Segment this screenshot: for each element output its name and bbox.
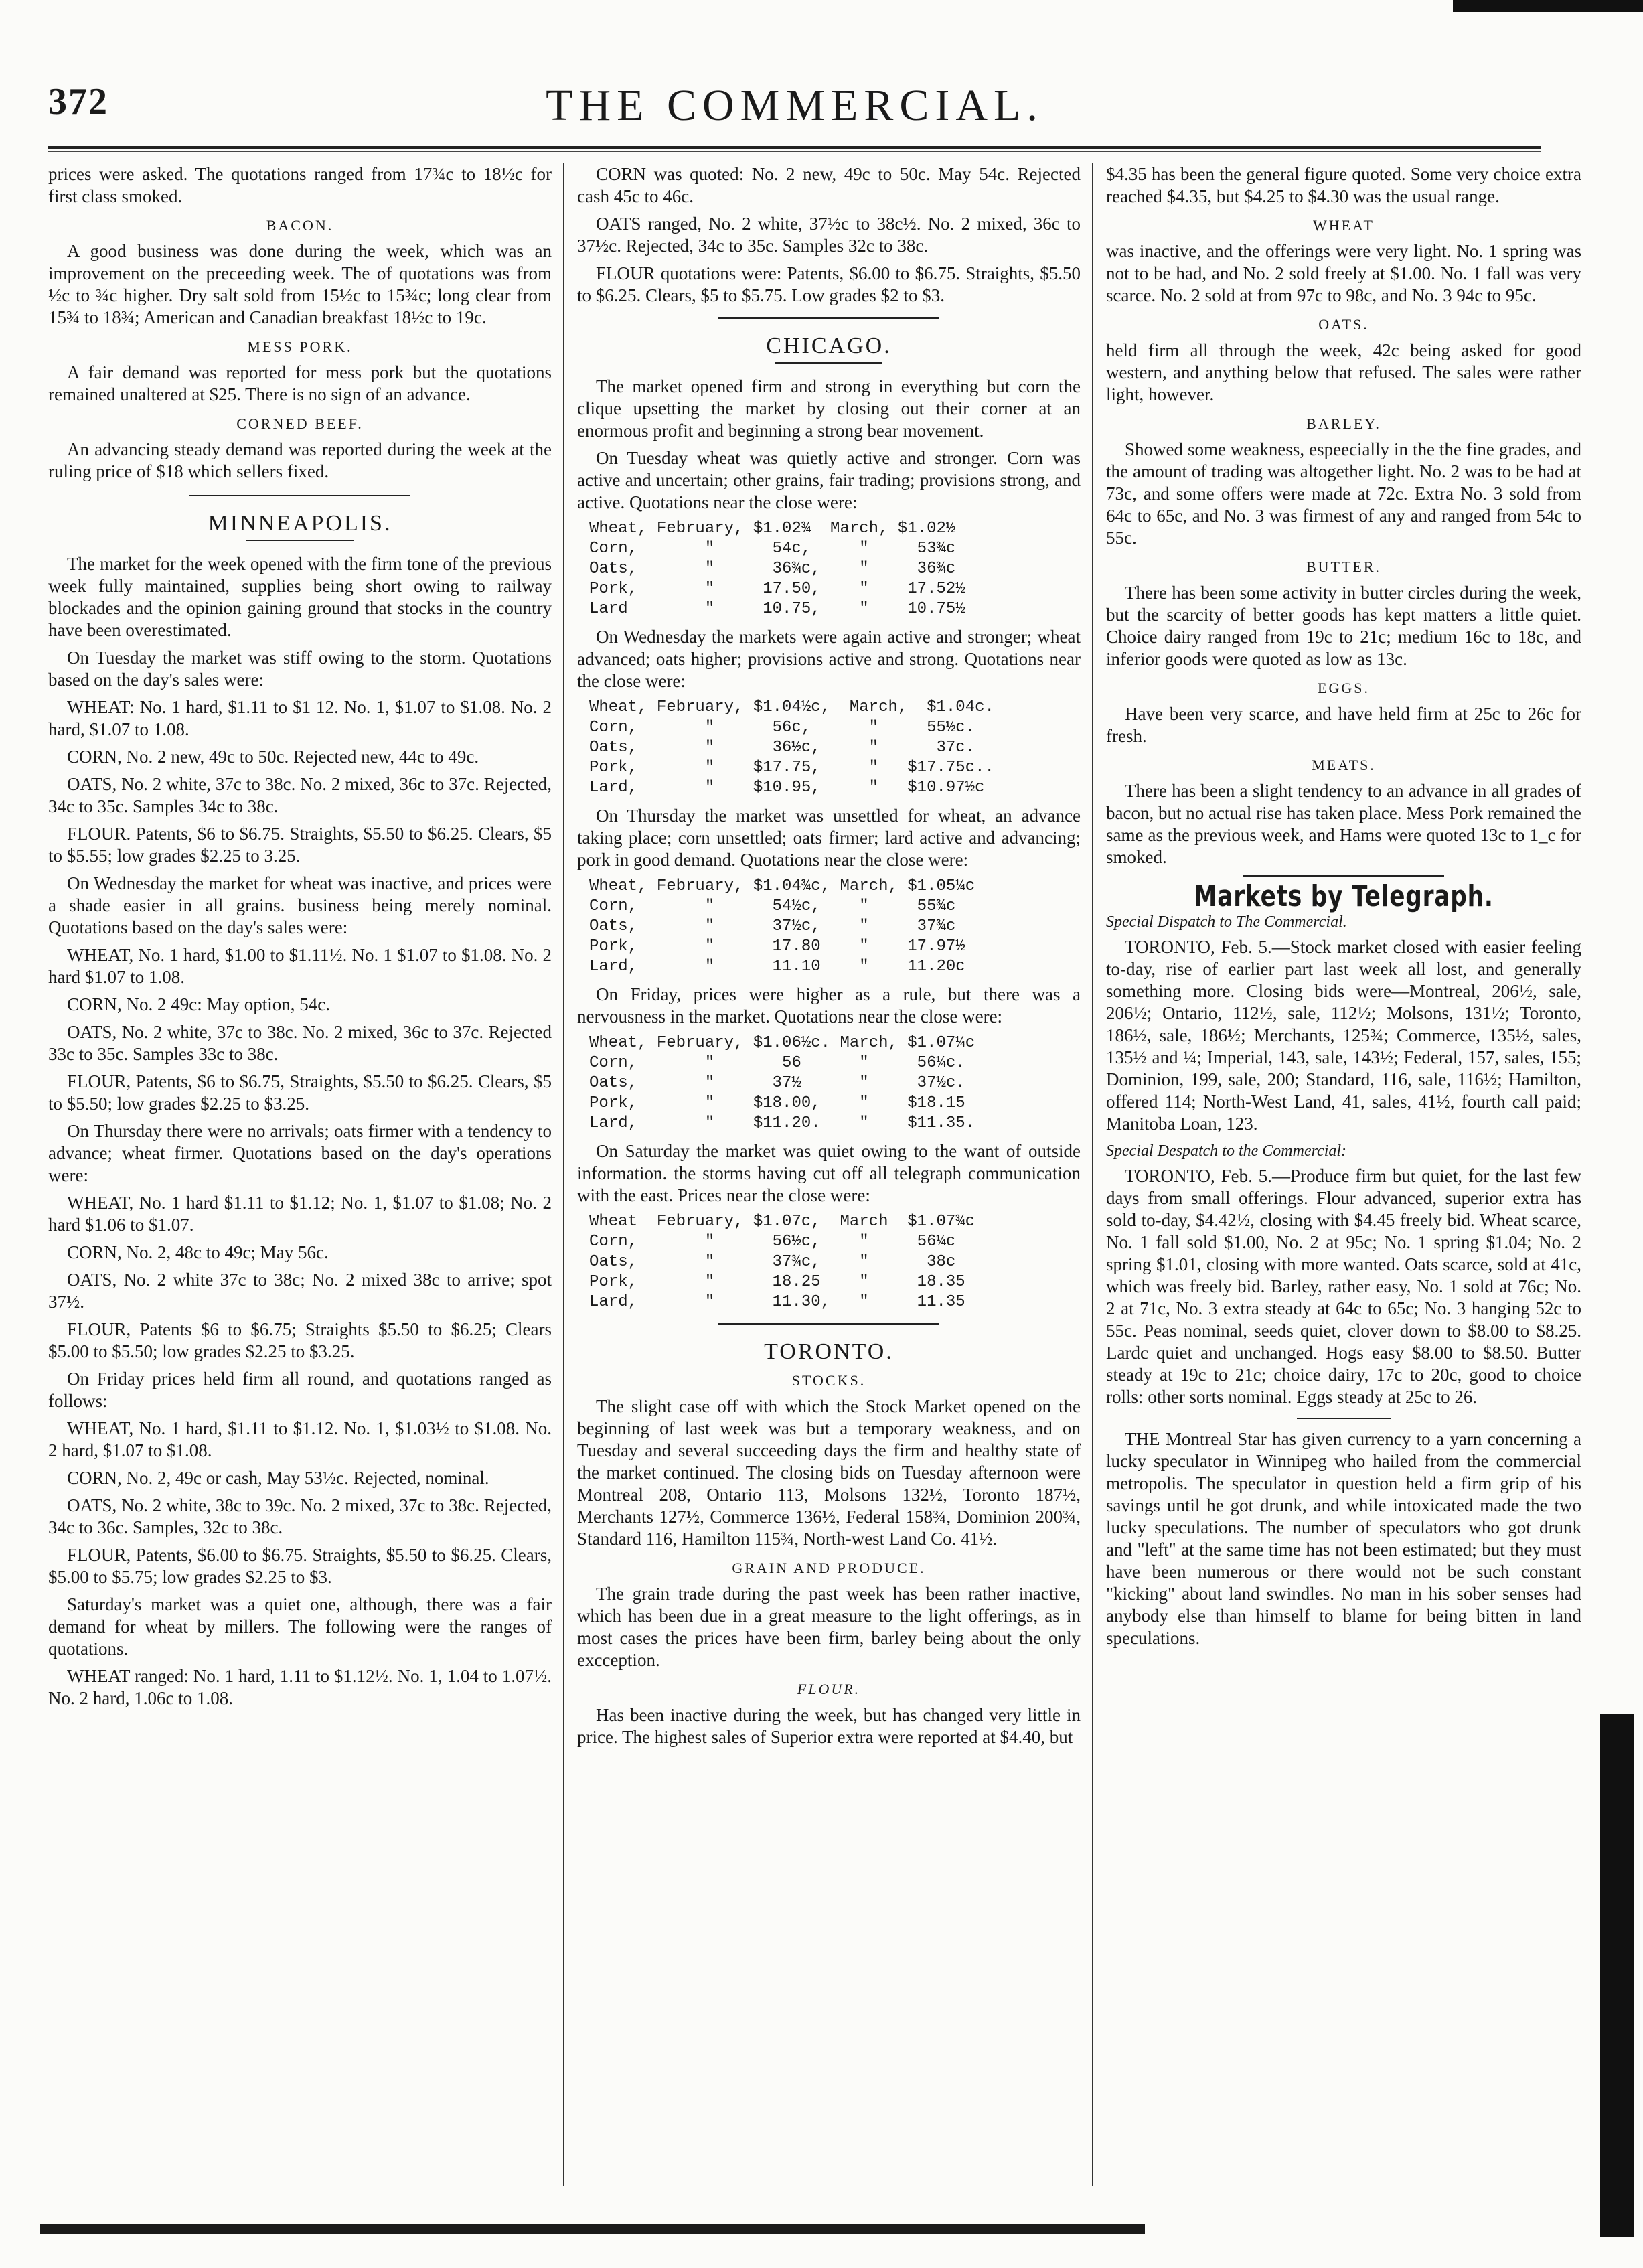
paragraph: prices were asked. The quotations ranged from 17¾c to 18½c for first class smoked.: [48, 164, 552, 206]
paragraph: THE Montreal Star has given currency to a yarn concerning a lucky speculator in Winnipeg who hailed from the commercial metropolis. The speculator in question held a firm grip of his savings until he got drunk, and while intoxicated made the two lucky speculations. The number of speculators who got drunk and "left" at the same time has not been estimated; but they must have been numerous or there would not be such constant "kicking" about land swindles. No man in his sober senses had anybody else than himself to blame for being bitten in land speculations.: [1106, 1429, 1581, 1648]
column-divider: [563, 163, 564, 2186]
paragraph: FLOUR quotations were: Patents, $6.00 to $6.75. Straights, $5.50 to $6.25. Clears, $5 to $5.75. Low grades $2 to $3.: [577, 263, 1081, 305]
section-rule: [189, 495, 410, 496]
paragraph: CORN, No. 2, 48c to 49c; May 56c.: [67, 1242, 329, 1262]
paragraph: On Wednesday the market for wheat was inactive, and prices were a shade easier in all grains. business being merely nominal. Quotations based on the day's sales were:: [48, 873, 552, 937]
section-subhead: OATS.: [1318, 316, 1369, 333]
paragraph: An advancing steady demand was reported during the week at the ruling price of $18 which sellers fixed.: [48, 439, 552, 481]
paragraph: was inactive, and the offerings were very light. No. 1 spring was not to be had, and No. 2 sold freely at $1.00. No. 1 fall was very scarce. No. 2 sold at from 97c to 98c, and No. 3 94c to 95c.: [1106, 241, 1581, 305]
paragraph: Have been very scarce, and have held firm at 25c to 26c for fresh.: [1106, 704, 1581, 746]
edge-bar: [1600, 1714, 1634, 2237]
paragraph: On Friday, prices were higher as a rule, but there was a nervousness in the market. Quotations near the close were:: [577, 984, 1081, 1027]
section-heading: TORONTO.: [764, 1339, 894, 1364]
paragraph: WHEAT, No. 1 hard $1.11 to $1.12; No. 1, $1.07 to $1.08; No. 2 hard $1.06 to $1.07.: [48, 1193, 552, 1235]
paragraph: TORONTO, Feb. 5.—Produce firm but quiet, for the last few days from small offerings. Flour advanced, superior extra has sold to-day, $4.42½, closing with $4.45 freely bid. Wheat scarce, No. 1 fall sold $1.00, No. 2 at 95c; No. 1 spring $1.04; No. 2 spring $1.01, closing with more wanted. Oats scarce, sold at 41c, which was freely bid. Barley, rather easy, No. 1 sold at 76c; No. 2 at 71c, No. 3 extra steady at 64c to 65c; No. 3 hanging 52c to 55c. Peas nominal, seeds quiet, clover down to $8.00 to $8.25. Lardc quiet and unchanged. Hogs easy $8.00 to $8.50. Butter steady at 19c to 21c; choice dairy, 17c to 20c, good to choice rolls: other sorts nominal. Eggs steady at 25c to 26.: [1106, 1166, 1581, 1407]
paragraph: WHEAT: No. 1 hard, $1.11 to $1 12. No. 1, $1.07 to $1.08. No. 2 hard, $1.07 to 1.08.: [48, 697, 552, 739]
column-1: [48, 163, 552, 2186]
paragraph: held firm all through the week, 42c being asked for good western, and anything below that refused. The sales were rather light, however.: [1106, 340, 1581, 404]
paragraph: Showed some weakness, espeecially in the the fine grades, and the amount of trading was altogether light. No. 2 was to be had at 73c, and some offers were made at 72c. Extra No. 3 sold from 64c to 65c, and No. 3 was firmest of any and ranged from 54c to 55c.: [1106, 439, 1581, 548]
column-3: [1106, 163, 1581, 2186]
paragraph: FLOUR. Patents, $6 to $6.75. Straights, $5.50 to $6.25. Clears, $5 to $5.55; low grades $2.25 to 3.25.: [48, 824, 552, 866]
paragraph: The grain trade during the past week has been rather inactive, which has been due in a great measure to the light offerings, as in most cases the prices have been firm, barley being about the only excception.: [577, 1584, 1081, 1670]
paragraph: OATS, No. 2 white, 38c to 39c. No. 2 mixed, 37c to 38c. Rejected, 34c to 36c. Samples, 32c to 38c.: [48, 1495, 552, 1537]
section-rule: [718, 317, 939, 319]
dispatch-line: Special Dispatch to The Commercial.: [1106, 913, 1347, 931]
masthead-title: THE COMMERCIAL.: [546, 81, 1044, 130]
paragraph: There has been some activity in butter circles during the week, but the scarcity of better goods has kept matters a little quiet. Choice dairy ranged from 19c to 21c; medium 16c to 18c, and inferior goods were quoted as low as 13c.: [1106, 583, 1581, 669]
section-subhead: STOCKS.: [791, 1372, 866, 1389]
section-subhead: CORNED BEEF.: [236, 415, 364, 432]
paragraph: OATS ranged, No. 2 white, 37½c to 38c½. No. 2 mixed, 36c to 37½c. Rejected, 34c to 35c. Samples 32c to 38c.: [577, 214, 1081, 256]
section-subhead: GRAIN AND PRODUCE.: [732, 1560, 926, 1576]
paragraph: CORN, No. 2, 49c or cash, May 53½c. Rejected, nominal.: [67, 1468, 489, 1488]
section-subhead: BUTTER.: [1306, 558, 1382, 575]
paragraph: The market opened firm and strong in everything but corn the clique upsetting the market by closing out their corner at an enormous profit and beginning a strong bear movement.: [577, 376, 1081, 441]
paragraph: On Thursday there were no arrivals; oats firmer with a tendency to advance; wheat firmer. Quotations based on the day's operations were:: [48, 1121, 552, 1185]
quotation-table: Wheat, February, $1.04½c, March, $1.04c. Corn, " 56c, " 55½c. Oats, " 36½c, " 37c. Pork, " $17.75, " $17.75c.. Lard, " $10.95, " $10.97½c: [589, 698, 994, 797]
quotation-table: Wheat, February, $1.02¾ March, $1.02½ Corn, " 54c, " 53¾c Oats, " 36¾c, " 36¾c Pork, " 17.50, " 17.52½ Lard " 10.75, " 10.75½: [589, 520, 965, 618]
section-subhead: BACON.: [266, 217, 334, 234]
section-rule: [718, 1323, 939, 1325]
paragraph: On Tuesday the market was stiff owing to the storm. Quotations based on the day's sales were:: [48, 648, 552, 690]
paragraph: CORN, No. 2 49c: May option, 54c.: [67, 994, 330, 1014]
section-subhead: EGGS.: [1318, 680, 1370, 696]
paragraph: FLOUR, Patents, $6.00 to $6.75. Straights, $5.50 to $6.25. Clears, $5.00 to $5.75; low grades $2.25 to $3.: [48, 1545, 552, 1587]
paragraph: CORN, No. 2 new, 49c to 50c. Rejected new, 44c to 49c.: [67, 747, 479, 767]
paragraph: A fair demand was reported for mess pork but the quotations remained unaltered at $25. There is no sign of an advance.: [48, 362, 552, 404]
paragraph: OATS, No. 2 white, 37c to 38c. No. 2 mixed, 36c to 37c. Rejected 33c to 35c. Samples 33c to 38c.: [48, 1022, 552, 1064]
section-subhead: MESS PORK.: [247, 338, 353, 355]
paragraph: The market for the week opened with the firm tone of the previous week fully maintained, supplies being short owing to railway blockades and the opinion gaining ground that stocks in the country have been overestimated.: [48, 554, 552, 640]
paragraph: On Tuesday wheat was quietly active and stronger. Corn was active and uncertain; other grains, fair trading; provisions strong, and active. Quotations near the close were:: [577, 448, 1081, 512]
paragraph: On Saturday the market was quiet owing to the want of outside information. the storms having cut off all telegraph communication with the east. Prices near the close were:: [577, 1141, 1081, 1205]
paragraph: WHEAT, No. 1 hard, $1.11 to $1.12. No. 1, $1.03½ to $1.08. No. 2 hard, $1.07 to $1.08.: [48, 1418, 552, 1460]
bottom-edge-bar: [40, 2224, 1145, 2234]
paragraph: OATS, No. 2 white, 37c to 38c. No. 2 mixed, 36c to 37c. Rejected, 34c to 35c. Samples 34c to 38c.: [48, 774, 552, 816]
paragraph: Saturday's market was a quiet one, although, there was a fair demand for wheat by millers. The following were the ranges of quotations.: [48, 1594, 552, 1659]
paragraph: CORN was quoted: No. 2 new, 49c to 50c. May 54c. Rejected cash 45c to 46c.: [577, 164, 1081, 206]
column-divider: [1092, 163, 1093, 2186]
paragraph: FLOUR, Patents, $6 to $6.75, Straights, $5.50 to $6.25. Clears, $5 to $5.50; low grades $2.25 to $3.25.: [48, 1071, 552, 1114]
dispatch-line: Special Despatch to the Commercial:: [1106, 1142, 1347, 1160]
quotation-table: Wheat, February, $1.04¾c, March, $1.05¼c Corn, " 54½c, " 55¾c Oats, " 37½c, " 37¾c Pork, " 17.80 " 17.97½ Lard, " 11.10 " 11.20c: [589, 877, 975, 976]
paragraph: $4.35 has been the general figure quoted. Some very choice extra reached $4.35, but $4.25 to $4.30 was the usual range.: [1106, 164, 1581, 206]
paragraph: On Thursday the market was unsettled for wheat, an advance taking place; corn unsettled; oats firmer; lard active and advancing; pork in good demand. Quotations near the close were:: [577, 806, 1081, 870]
paragraph: On Friday prices held firm all round, and quotations ranged as follows:: [48, 1369, 552, 1411]
paragraph: The slight case off with which the Stock Market opened on the beginning of last week was but a temporary weakness, and on Tuesday and several succeeding days the firm and healthy state of the market continued. The closing bids on Tuesday afternoon were Montreal 208, Ontario 113, Molsons 132½, Toronto 187½, Merchants 127½, Commerce 136½, Federal 158¾, Dominion 200¾, Standard 116, Hamilton 115¾, North-west Land Co. 41½.: [577, 1396, 1081, 1549]
header-rule: [48, 146, 1541, 152]
column-2: [577, 163, 1081, 2186]
section-rule: [775, 362, 882, 364]
paragraph: There has been a slight tendency to an advance in all grades of bacon, but no actual rise has taken place. Mess Pork remained the same as the previous week, and Hams were quoted 13c to 1_c for smoked.: [1106, 781, 1581, 867]
section-heading: MINNEAPOLIS.: [208, 511, 392, 536]
top-edge-bar: [1453, 0, 1643, 12]
section-subhead: MEATS.: [1312, 757, 1376, 773]
paragraph: A good business was done during the week, which was an improvement on the preceeding week. The of quotations was from ½c to ¾c higher. Dry salt sold from 15½c to 15¾c; long clear from 15¾ to 18¾; American and Canadian breakfast 18½c to 19c.: [48, 241, 552, 327]
paragraph: Has been inactive during the week, but has changed very little in price. The highest sales of Superior extra were reported at $4.40, but: [577, 1705, 1081, 1747]
page-number: 372: [48, 81, 108, 123]
paragraph: TORONTO, Feb. 5.—Stock market closed with easier feeling to-day, rise of earlier part last week all lost, and generally something more. Closing bids were—Montreal, 206½, sale, 206½; Ontario, 112½, sale, 112½; Molsons, 131½; Toronto, 186½, sale, 186½; Merchants, 125¾; Commerce, 135½, sales, 135½ and ¼; Imperial, 143, sale, 143½; Federal, 157, sales, 155; Dominion, 199, sale, 200; Standard, 116, sale, 116½; Hamilton, offered 114; North-West Land, 41, sales, 41½, fourth call paid; Manitoba Loan, 123.: [1106, 937, 1581, 1134]
section-subhead: FLOUR.: [797, 1681, 861, 1697]
ornament-rule: [1243, 875, 1444, 877]
paragraph: WHEAT ranged: No. 1 hard, 1.11 to $1.12½. No. 1, 1.04 to 1.07½. No. 2 hard, 1.06c to 1.08.: [48, 1666, 552, 1708]
section-subhead: BARLEY.: [1306, 415, 1381, 432]
section-subhead: WHEAT: [1313, 217, 1375, 234]
section-heading: CHICAGO.: [766, 333, 892, 358]
paragraph: On Wednesday the markets were again active and stronger; wheat advanced; oats higher; provisions active and strong. Quotations near the close were:: [577, 627, 1081, 691]
section-rule: [1297, 1418, 1391, 1419]
page-header: [48, 80, 1541, 134]
quotation-table: Wheat February, $1.07c, March $1.07¾c Corn, " 56½c, " 56¼c Oats, " 37¾c, " 38c Pork, " 18.25 " 18.35 Lard, " 11.30, " 11.35: [589, 1213, 975, 1311]
paragraph: WHEAT, No. 1 hard, $1.00 to $1.11½. No. 1 $1.07 to $1.08. No. 2 hard $1.07 to 1.08.: [48, 945, 552, 987]
section-rule: [246, 540, 354, 541]
paragraph: FLOUR, Patents $6 to $6.75; Straights $5.50 to $6.25; Clears $5.00 to $5.50; low grades $2.25 to $3.25.: [48, 1319, 552, 1361]
section-heading: Markets by Telegraph.: [1194, 879, 1494, 913]
quotation-table: Wheat, February, $1.06½c. March, $1.07¼c Corn, " 56 " 56¼c. Oats, " 37½ " 37½c. Pork, " $18.00, " $18.15 Lard, " $11.20. " $11.35.: [589, 1034, 975, 1132]
paragraph: OATS, No. 2 white 37c to 38c; No. 2 mixed 38c to arrive; spot 37½.: [48, 1270, 552, 1312]
